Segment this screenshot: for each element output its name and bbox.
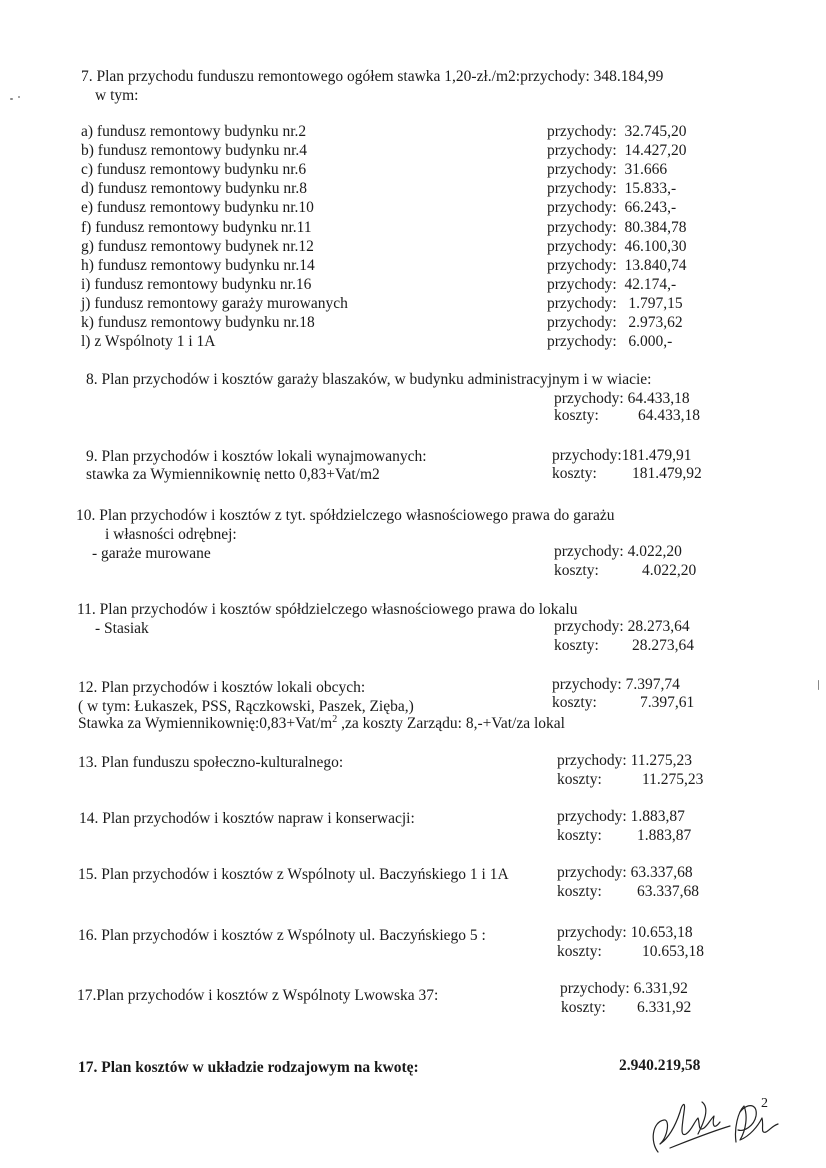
section-16-title: 16. Plan przychodów i kosztów z Wspólnoty ul. Baczyńskiego 5 : <box>78 927 486 944</box>
section-17a-cost-label: koszty: <box>561 999 606 1016</box>
section-7-item-amount: przychody: 66.243,- <box>547 199 677 216</box>
section-15-cost-value: 63.337,68 <box>637 883 699 900</box>
section-10-subtitle: i własności odrębnej: <box>105 526 237 543</box>
section-7-item-label: j) fundusz remontowy garaży murowanych <box>81 295 348 312</box>
section-7-item-label: d) fundusz remontowy budynku nr.8 <box>81 180 308 197</box>
section-10-income: przychody: 4.022,20 <box>554 543 682 560</box>
scan-speck <box>18 96 20 98</box>
section-11-item: - Stasiak <box>95 620 149 637</box>
section-7-item-amount: przychody: 6.000,- <box>547 333 673 350</box>
section-7-item-amount: przychody: 80.384,78 <box>547 219 687 236</box>
section-8-cost-value: 64.433,18 <box>638 407 700 424</box>
section-12-subtitle: ( w tym: Łukaszek, PSS, Rączkowski, Paszek, Zięba,) <box>78 698 414 715</box>
section-15-income: przychody: 63.337,68 <box>557 864 693 881</box>
section-8-title: 8. Plan przychodów i kosztów garaży blaszaków, w budynku administracyjnym i w wiacie: <box>86 371 652 388</box>
section-17a-title: 17.Plan przychodów i kosztów z Wspólnoty Lwowska 37: <box>77 987 439 1004</box>
section-7-item-label: k) fundusz remontowy budynku nr.18 <box>81 314 315 331</box>
section-7-item-label: b) fundusz remontowy budynku nr.4 <box>81 142 308 159</box>
section-7-item-label: l) z Wspólnoty 1 i 1A <box>81 333 216 350</box>
scan-speck <box>818 680 819 690</box>
section-9-cost-label: koszty: <box>552 465 597 482</box>
section-8-cost-label: koszty: <box>554 407 599 424</box>
section-10-title: 10. Plan przychodów i kosztów z tyt. spółdzielczego własnościowego prawa do garażu <box>76 507 615 524</box>
section-7-item-amount: przychody: 1.797,15 <box>547 295 683 312</box>
section-9-title: 9. Plan przychodów i kosztów lokali wynajmowanych: <box>86 448 427 465</box>
section-15-cost-label: koszty: <box>557 883 602 900</box>
section-7-item-label: f) fundusz remontowy budynku nr.11 <box>81 219 312 236</box>
section-17b-title: 17. Plan kosztów w układzie rodzajowym na kwotę: <box>78 1059 419 1076</box>
section-10-cost-label: koszty: <box>554 562 599 579</box>
section-7-title: 7. Plan przychodu funduszu remontowego ogółem stawka 1,20-zł./m2:przychody: 348.184,99 <box>81 68 664 85</box>
section-7-item-label: c) fundusz remontowy budynku nr.6 <box>81 161 307 178</box>
section-7-item-label: h) fundusz remontowy budynku nr.14 <box>81 257 315 274</box>
section-7-item-amount: przychody: 42.174,- <box>547 276 677 293</box>
section-7-item-amount: przychody: 2.973,62 <box>547 314 683 331</box>
section-12-rate: Stawka za $Wymiennikownię:0,83+Vat/m^2$ ,za koszty Zarządu: 8,-+Vat/za lokal <box>78 713 565 732</box>
section-9-cost-value: 181.479,92 <box>632 465 702 482</box>
section-12-cost-value: 7.397,61 <box>640 694 695 711</box>
section-14-income: przychody: 1.883,87 <box>557 808 685 825</box>
signature-image <box>640 1082 800 1162</box>
section-12-cost-label: koszty: <box>552 694 597 711</box>
section-14-cost-value: 1.883,87 <box>637 827 692 844</box>
section-11-title: 11. Plan przychodów i kosztów spółdzielczego własnościowego prawa do lokalu <box>77 601 578 618</box>
section-7-item-label: i) fundusz remontowy budynku nr.16 <box>81 276 312 293</box>
section-17b-value: 2.940.219,58 <box>619 1057 701 1074</box>
section-9-income: przychody:181.479,91 <box>552 447 692 464</box>
section-7-item-label: e) fundusz remontowy budynku nr.10 <box>81 199 314 216</box>
section-17a-cost-value: 6.331,92 <box>637 999 692 1016</box>
section-14-title: 14. Plan przychodów i kosztów napraw i konserwacji: <box>79 810 415 827</box>
section-10-item: - garaże murowane <box>92 545 211 562</box>
section-16-cost-label: koszty: <box>557 943 602 960</box>
section-7-item-amount: przychody: 14.427,20 <box>547 142 687 159</box>
section-16-income: przychody: 10.653,18 <box>557 924 693 941</box>
section-7-item-label: a) fundusz remontowy budynku nr.2 <box>81 123 307 140</box>
section-7-item-amount: przychody: 13.840,74 <box>547 257 687 274</box>
section-13-title: 13. Plan funduszu społeczno-kulturalnego: <box>78 754 344 771</box>
section-7-item-amount: przychody: 32.745,20 <box>547 123 687 140</box>
scan-speck <box>10 98 13 100</box>
section-7-item-amount: przychody: 31.666 <box>547 161 668 178</box>
section-11-cost-value: 28.273,64 <box>632 637 694 654</box>
section-12-title: 12. Plan przychodów i kosztów lokali obcych: <box>78 679 366 696</box>
section-14-cost-label: koszty: <box>557 827 602 844</box>
section-8-income: przychody: 64.433,18 <box>554 390 690 407</box>
section-15-title: 15. Plan przychodów i kosztów z Wspólnoty ul. Baczyńskiego 1 i 1A <box>78 866 509 883</box>
section-10-cost-value: 4.022,20 <box>642 562 697 579</box>
section-13-income: przychody: 11.275,23 <box>557 752 693 769</box>
section-12-income: przychody: 7.397,74 <box>552 676 680 693</box>
section-17a-income: przychody: 6.331,92 <box>560 980 688 997</box>
section-7-item-amount: przychody: 46.100,30 <box>547 238 687 255</box>
section-13-cost-value: 11.275,23 <box>642 771 704 788</box>
section-11-income: przychody: 28.273,64 <box>554 618 690 635</box>
section-7-item-label: g) fundusz remontowy budynek nr.12 <box>81 238 314 255</box>
section-9-subtitle: stawka za Wymiennikownię netto 0,83+Vat/m2 <box>86 466 380 483</box>
section-7-subtitle: w tym: <box>95 87 139 104</box>
section-11-cost-label: koszty: <box>554 637 599 654</box>
section-7-item-amount: przychody: 15.833,- <box>547 180 677 197</box>
section-13-cost-label: koszty: <box>557 771 602 788</box>
page-number: 2 <box>761 1096 768 1111</box>
section-16-cost-value: 10.653,18 <box>642 943 704 960</box>
